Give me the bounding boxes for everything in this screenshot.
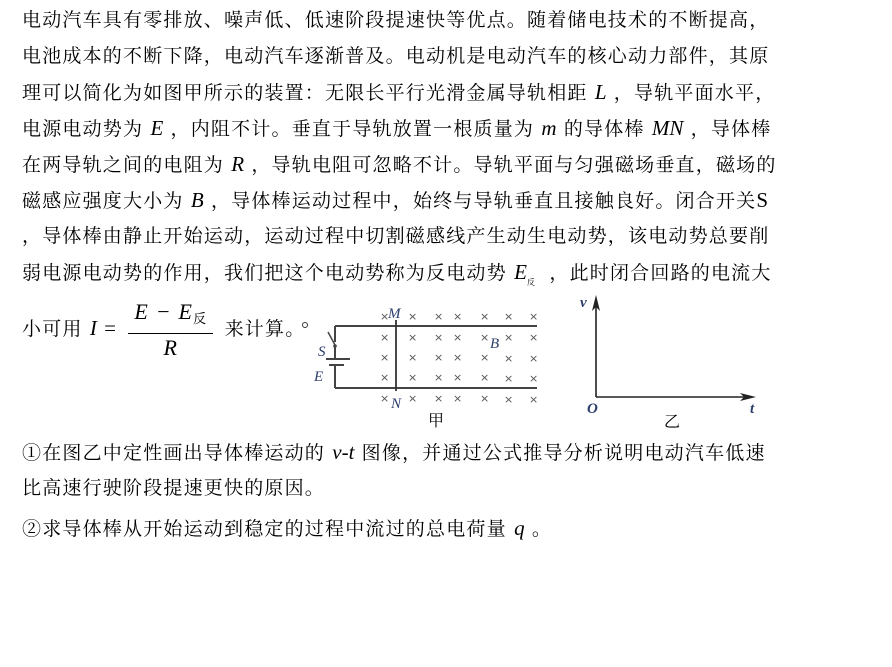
- svg-text:×: ×: [453, 371, 463, 384]
- svg-text:×: ×: [529, 393, 539, 406]
- fraction-denominator: R: [163, 335, 179, 360]
- text-line-5: [22, 152, 777, 177]
- svg-text:×: ×: [453, 331, 463, 344]
- text: ，内阻不计。垂直于导轨放置一根质量为: [170, 118, 535, 140]
- text: 理可以简化为如图甲所示的装置：无限长平行光滑金属导轨相距: [22, 82, 588, 104]
- symbol-S: S: [756, 188, 770, 212]
- svg-text:S: S: [318, 344, 326, 360]
- text: ，导轨电阻可忽略不计。导轨平面与匀强磁场垂直，磁场的: [251, 154, 777, 176]
- figure-yi-caption: 乙: [664, 412, 681, 431]
- text: 电源电动势为: [22, 118, 144, 140]
- symbol-I: I: [89, 316, 97, 340]
- question-2: [22, 516, 552, 541]
- equals-sign: =: [104, 316, 118, 340]
- symbol-MN: MN: [651, 116, 684, 140]
- symbol-v-t: v-t: [332, 440, 355, 464]
- text: 小可用: [22, 318, 83, 340]
- text-line-2: [22, 44, 769, 68]
- text-line-7: [22, 224, 769, 248]
- svg-text:×: ×: [380, 371, 390, 384]
- subscript: 反: [193, 311, 208, 326]
- svg-text:×: ×: [480, 331, 490, 344]
- text-line-9-formula: [22, 298, 305, 362]
- svg-text:M: M: [388, 306, 401, 322]
- svg-text:×: ×: [408, 371, 418, 384]
- svg-text:×: ×: [380, 351, 390, 364]
- figure-jia-circuit: [300, 290, 560, 435]
- svg-text:×: ×: [480, 371, 490, 384]
- symbol-R: R: [231, 152, 245, 176]
- svg-text:×: ×: [504, 372, 514, 385]
- svg-text:×: ×: [380, 310, 390, 323]
- subscript: 反: [526, 278, 535, 287]
- svg-text:×: ×: [408, 331, 418, 344]
- symbol-q: q: [514, 516, 525, 540]
- svg-text:×: ×: [434, 371, 444, 384]
- text: 图像，并通过公式推导分析说明电动汽车低速: [361, 442, 766, 464]
- symbol-E: E: [150, 116, 164, 140]
- current-formula-fraction: [128, 298, 213, 362]
- svg-text:×: ×: [529, 372, 539, 385]
- svg-text:×: ×: [453, 310, 463, 323]
- svg-text:×: ×: [408, 351, 418, 364]
- text: 在图乙中定性画出导体棒运动的: [42, 442, 326, 464]
- svg-text:v: v: [580, 295, 587, 311]
- text: E − E: [134, 299, 194, 324]
- figure-yi-vt-axes: [570, 285, 770, 433]
- svg-text:t: t: [750, 401, 755, 417]
- svg-text:×: ×: [453, 392, 463, 405]
- svg-text:×: ×: [453, 351, 463, 364]
- svg-text:×: ×: [504, 310, 514, 323]
- svg-text:×: ×: [529, 331, 539, 344]
- text: 电池成本的不断下降，电动汽车逐渐普及。电动机是电动汽车的核心动力部件，其原: [22, 45, 770, 67]
- svg-text:×: ×: [480, 351, 490, 364]
- svg-text:×: ×: [434, 310, 444, 323]
- text: 在两导轨之间的电阻为: [22, 154, 225, 176]
- text: E: [514, 260, 527, 284]
- svg-text:×: ×: [480, 310, 490, 323]
- svg-text:×: ×: [504, 393, 514, 406]
- symbol-E-back: [514, 260, 535, 287]
- text: ，导轨平面水平，: [613, 82, 776, 104]
- text: 的导体棒: [563, 118, 645, 140]
- question-1-line-1: [22, 440, 766, 465]
- svg-text:×: ×: [480, 392, 490, 405]
- question-1-line-2: [22, 476, 325, 500]
- text: 来计算。: [224, 318, 306, 340]
- svg-text:×: ×: [529, 310, 539, 323]
- fraction-numerator: [128, 298, 213, 334]
- svg-text:×: ×: [504, 331, 514, 344]
- text: 。: [531, 518, 553, 540]
- text-line-3: [22, 80, 775, 105]
- svg-text:N: N: [391, 396, 402, 412]
- symbol-B: B: [190, 188, 204, 212]
- figure-jia-caption: 甲: [428, 411, 445, 430]
- svg-text:×: ×: [434, 331, 444, 344]
- svg-text:E: E: [314, 369, 324, 385]
- text: 求导体棒从开始运动到稳定的过程中流过的总电荷量: [42, 518, 507, 540]
- text: 磁感应强度大小为: [22, 190, 184, 212]
- symbol-m: m: [541, 116, 557, 140]
- svg-text:×: ×: [529, 352, 539, 365]
- text: 弱电源电动势的作用，我们把这个电动势称为反电动势: [22, 262, 507, 284]
- text: ，此时闭合回路的电流大: [549, 262, 772, 284]
- svg-text:×: ×: [408, 310, 418, 323]
- text-line-6: [22, 188, 769, 213]
- svg-text:×: ×: [380, 331, 390, 344]
- text-line-4: [22, 116, 771, 141]
- svg-text:×: ×: [434, 351, 444, 364]
- text: ，导体棒运动过程中，始终与导轨垂直且接触良好。闭合开关: [210, 190, 757, 212]
- symbol-L: L: [594, 80, 607, 104]
- text: 比高速行驶阶段提速更快的原因。: [22, 477, 326, 499]
- text: 电动汽车具有零排放、噪声低、低速阶段提速快等优点。随着储电技术的不断提高，: [22, 9, 770, 31]
- question-number: ①: [22, 442, 43, 464]
- question-number: ②: [22, 518, 43, 540]
- svg-text:×: ×: [434, 392, 444, 405]
- text: ，导体棒由静止开始运动，运动过程中切割磁感线产生动生电动势，该电动势总要削: [22, 225, 770, 247]
- text: ，导体棒: [690, 118, 772, 140]
- svg-text:B: B: [490, 336, 500, 352]
- svg-text:×: ×: [504, 352, 514, 365]
- svg-text:O: O: [587, 401, 598, 417]
- text-line-1: [22, 8, 769, 32]
- svg-text:×: ×: [380, 392, 390, 405]
- svg-text:×: ×: [408, 392, 418, 405]
